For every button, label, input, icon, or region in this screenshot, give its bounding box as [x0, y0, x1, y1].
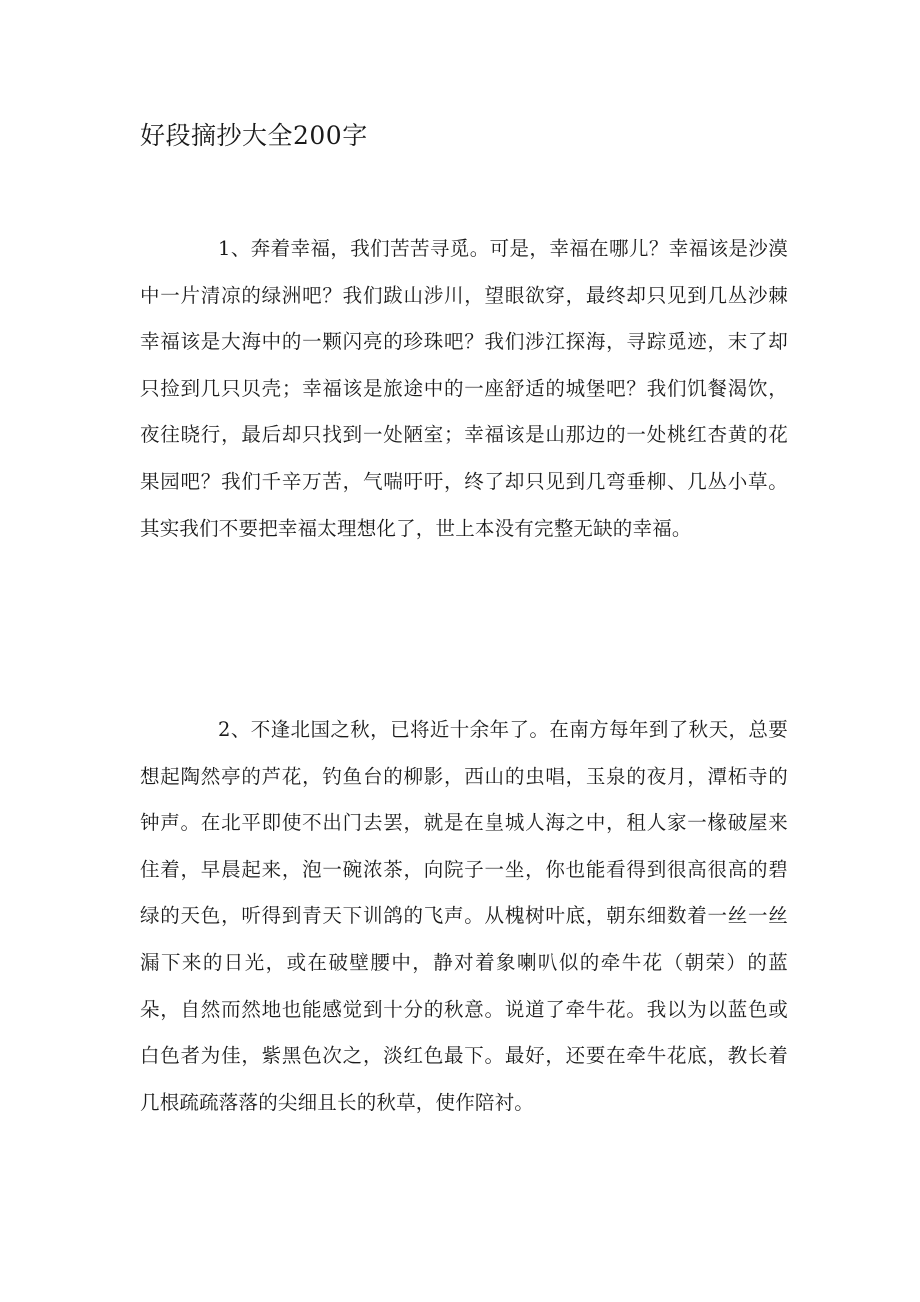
document-title: 好段摘抄大全200字	[140, 121, 368, 150]
paragraph-1: 1、奔着幸福，我们苦苦寻觅。可是，幸福在哪儿？幸福该是沙漠中一片清凉的绿洲吧？我们跋山涉川，望眼欲穿，最终却只见到几丛沙棘 幸福该是大海中的一颗闪亮的珍珠吧？我们涉江探海，寻踪觅迹，末了却只捡到几只贝壳；幸福该是旅途中的一座舒适的城堡吧？我们饥餐渴饮，夜往晓行，最后却只找到一处陋室；幸福该是山那边的一处桃红杏黄的花果园吧？我们千辛万苦，气喘吁吁，终了却只见到几弯垂柳、几丛小草。其实我们不要把幸福太理想化了，世上本没有完整无缺的幸福。	[140, 237, 788, 540]
paragraph-2: 2、不逢北国之秋，已将近十余年了。在南方每年到了秋天，总要想起陶然亭的芦花，钓鱼台的柳影，西山的虫唱，玉泉的夜月，潭柘寺的钟声。在北平即使不出门去罢，就是在皇城人海之中，租人家一椽破屋来住着，早晨起来，泡一碗浓茶，向院子一坐，你也能看得到很高很高的碧绿的天色，听得到青天下训鸽的飞声。从槐树叶底，朝东细数着一丝一丝漏下来的日光，或在破壁腰中，静对着象喇叭似的牵牛花（朝荣）的蓝朵，自然而然地也能感觉到十分的秋意。说道了牵牛花。我以为以蓝色或白色者为佳，紫黑色次之，淡红色最下。最好，还要在牵牛花底，教长着几根疏疏落落的尖细且长的秋草，使作陪衬。	[140, 718, 788, 1114]
